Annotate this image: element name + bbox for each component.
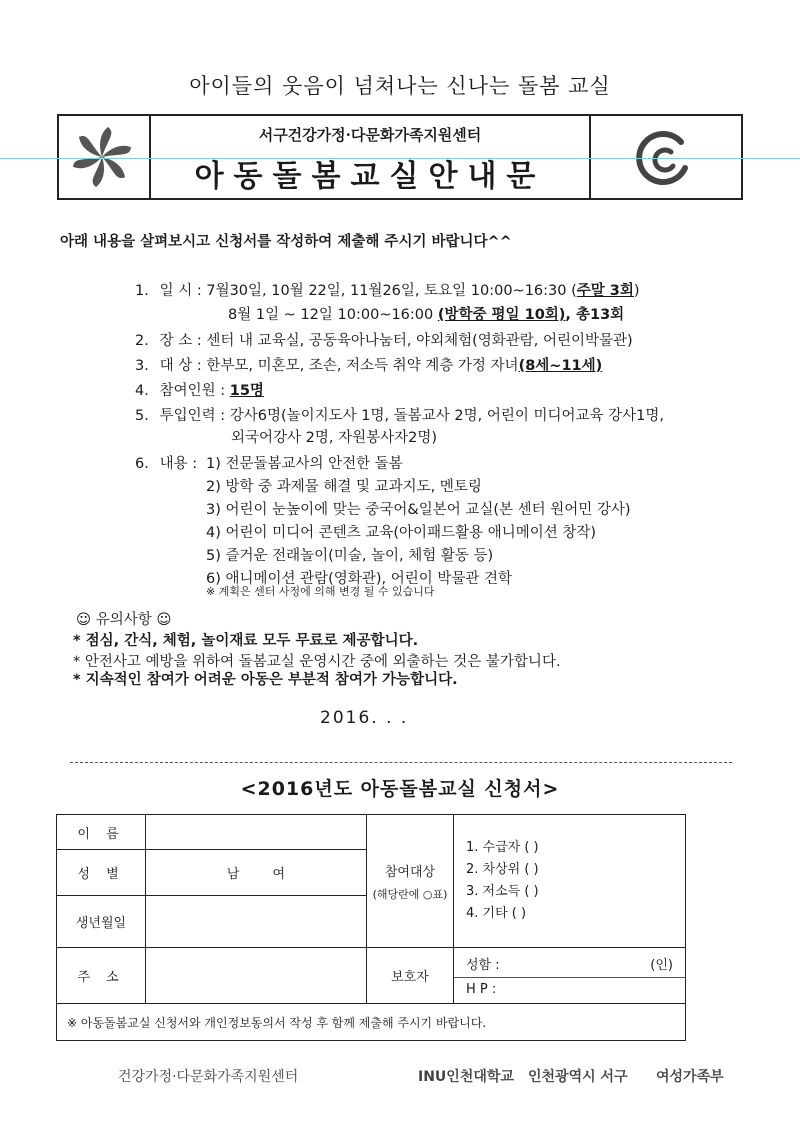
- target-label-cell: [367, 815, 454, 948]
- place-text: 센터 내 교육실, 공동육아나눔터, 야외체험(영화관람, 어린이박물관): [206, 333, 633, 349]
- slogan: 아이들의 웃음이 넘쳐나는 신나는 돌봄 교실: [189, 74, 611, 98]
- staff-line2: 외국어강사 2명, 자원봉사자2명): [231, 430, 438, 446]
- address-label: 주 소: [57, 948, 146, 1004]
- item-label: 일 시 :: [159, 283, 202, 299]
- vacation-count: (방학중 평일 10회): [437, 307, 566, 323]
- target-label: 참여대상: [384, 864, 436, 880]
- content-item: 5) 즐거운 전래놀이(미술, 놀이, 체험 활동 등): [206, 548, 494, 564]
- item-label: 대 상 :: [159, 358, 202, 374]
- scan-artifact-line: [0, 158, 800, 159]
- caution-item: * 안전사고 예방을 위하여 돌봄교실 운영시간 중에 외출하는 것은 불가합니다.: [73, 654, 561, 670]
- staff-line1: 강사6명(놀이지도사 1명, 돌봄교사 2명, 어린이 미디어교육 강사1명,: [229, 408, 664, 424]
- name-label: 이 름: [57, 815, 146, 850]
- caution-item: * 점심, 간식, 체험, 놀이재료 모두 무료로 제공합니다.: [73, 633, 419, 649]
- form-title: <2016년도 아동돌봄교실 신청서>: [240, 778, 560, 800]
- header-box: [57, 114, 743, 200]
- option-low-income[interactable]: 3. 저소득 ( ): [466, 884, 539, 899]
- application-form: [56, 814, 686, 1041]
- target-options-cell: [454, 815, 686, 948]
- page-title: 아동돌봄교실안내문: [194, 159, 546, 194]
- intro-text: 아래 내용을 살펴보시고 신청서를 작성하여 제출해 주시기 바랍니다^^: [60, 234, 512, 250]
- option-near-poverty[interactable]: 2. 차상위 ( ): [466, 862, 539, 877]
- item-label: 투입인력 :: [159, 408, 226, 424]
- cut-line: [70, 762, 732, 763]
- swirl-logo-icon: [591, 116, 737, 198]
- option-recipient[interactable]: 1. 수급자 ( ): [466, 840, 539, 855]
- weekend-count: 주말 3회: [576, 283, 634, 299]
- item-staff: [135, 404, 664, 425]
- item-count: [135, 379, 264, 400]
- name-field[interactable]: [146, 815, 367, 850]
- header-title-cell: [151, 116, 589, 198]
- pinwheel-logo-icon: [59, 116, 145, 198]
- header-left-logo-cell: [59, 116, 151, 198]
- total-count: , 총13회: [565, 307, 625, 323]
- item-number: 4.: [135, 383, 149, 399]
- guardian-name-row[interactable]: [454, 954, 685, 978]
- date-line1: 7월30일, 10월 22일, 11월26일, 토요일 10:00~16:30 (: [206, 283, 577, 299]
- seal-mark: (인): [650, 958, 673, 973]
- guardian-phone-label: H P :: [466, 982, 497, 997]
- birth-field[interactable]: [146, 896, 367, 948]
- footer-city-logo: 인천광역시 서구: [528, 1069, 628, 1085]
- guardian-name-label: 성함 :: [466, 958, 500, 973]
- item-target: [135, 354, 602, 375]
- item-number: 6.: [135, 456, 149, 472]
- footer-logos: [0, 1058, 800, 1098]
- gender-label: 성 별: [57, 850, 146, 896]
- content-note: ※ 계획은 센터 사정에 의해 변경 될 수 있습니다: [206, 585, 435, 598]
- option-other[interactable]: 4. 기타 ( ): [466, 906, 527, 921]
- item-date: [135, 279, 640, 300]
- header-right-logo-cell: [589, 116, 741, 198]
- guardian-phone-row[interactable]: [454, 978, 685, 997]
- item-date-line2: [228, 303, 624, 324]
- footer-university-logo: INU인천대학교: [418, 1069, 514, 1085]
- item-number: 5.: [135, 408, 149, 424]
- item-number: 2.: [135, 333, 149, 349]
- birth-label: 생년월일: [57, 896, 146, 948]
- item-label: 내용 :: [159, 456, 198, 472]
- footer-center-logo: 건강가정·다문화가족지원센터: [118, 1069, 299, 1085]
- guardian-cell: [454, 948, 686, 1004]
- target-text: 한부모, 미혼모, 조손, 저소득 취약 계층 가정 자녀: [206, 358, 519, 374]
- content-item: 4) 어린이 미디어 콘텐츠 교육(아이패드활용 애니메이션 창작): [206, 525, 597, 541]
- address-field[interactable]: [146, 948, 367, 1004]
- gender-field[interactable]: 남 여: [146, 850, 367, 896]
- caution-title: ☺ 유의사항 ☺: [76, 612, 172, 628]
- content-item: 1) 전문돌봄교사의 안전한 돌봄: [206, 456, 403, 472]
- form-footnote: ※ 아동돌봄교실 신청서와 개인정보동의서 작성 후 함께 제출해 주시기 바랍니다.: [57, 1004, 686, 1041]
- date-line2: 8월 1일 ~ 12일 10:00~16:00: [228, 307, 438, 323]
- participant-count: 15명: [229, 383, 264, 399]
- content-item: 6) 애니메이션 관람(영화관), 어린이 박물관 견학: [206, 571, 512, 587]
- target-hint: (해당란에 ○표): [372, 887, 448, 901]
- item-place: [135, 329, 633, 350]
- item-label: 장 소 :: [159, 333, 202, 349]
- item-content: [135, 452, 197, 473]
- org-name: 서구건강가정·다문화가족지원센터: [258, 126, 482, 144]
- target-age: (8세~11세): [518, 358, 603, 374]
- footer-ministry-logo: 여성가족부: [656, 1069, 724, 1085]
- item-number: 1.: [135, 283, 149, 299]
- paren-close: ): [633, 283, 640, 299]
- item-label: 참여인원 :: [159, 383, 226, 399]
- item-number: 3.: [135, 358, 149, 374]
- content-item: 3) 어린이 눈높이에 맞는 중국어&일본어 교실(본 센터 원어민 강사): [206, 502, 631, 518]
- guardian-label: 보호자: [367, 948, 454, 1004]
- caution-item: * 지속적인 참여가 어려운 아동은 부분적 참여가 가능합니다.: [73, 672, 458, 688]
- document-date: 2016. . .: [320, 708, 409, 728]
- content-item: 2) 방학 중 과제물 해결 및 교과지도, 멘토링: [206, 479, 482, 495]
